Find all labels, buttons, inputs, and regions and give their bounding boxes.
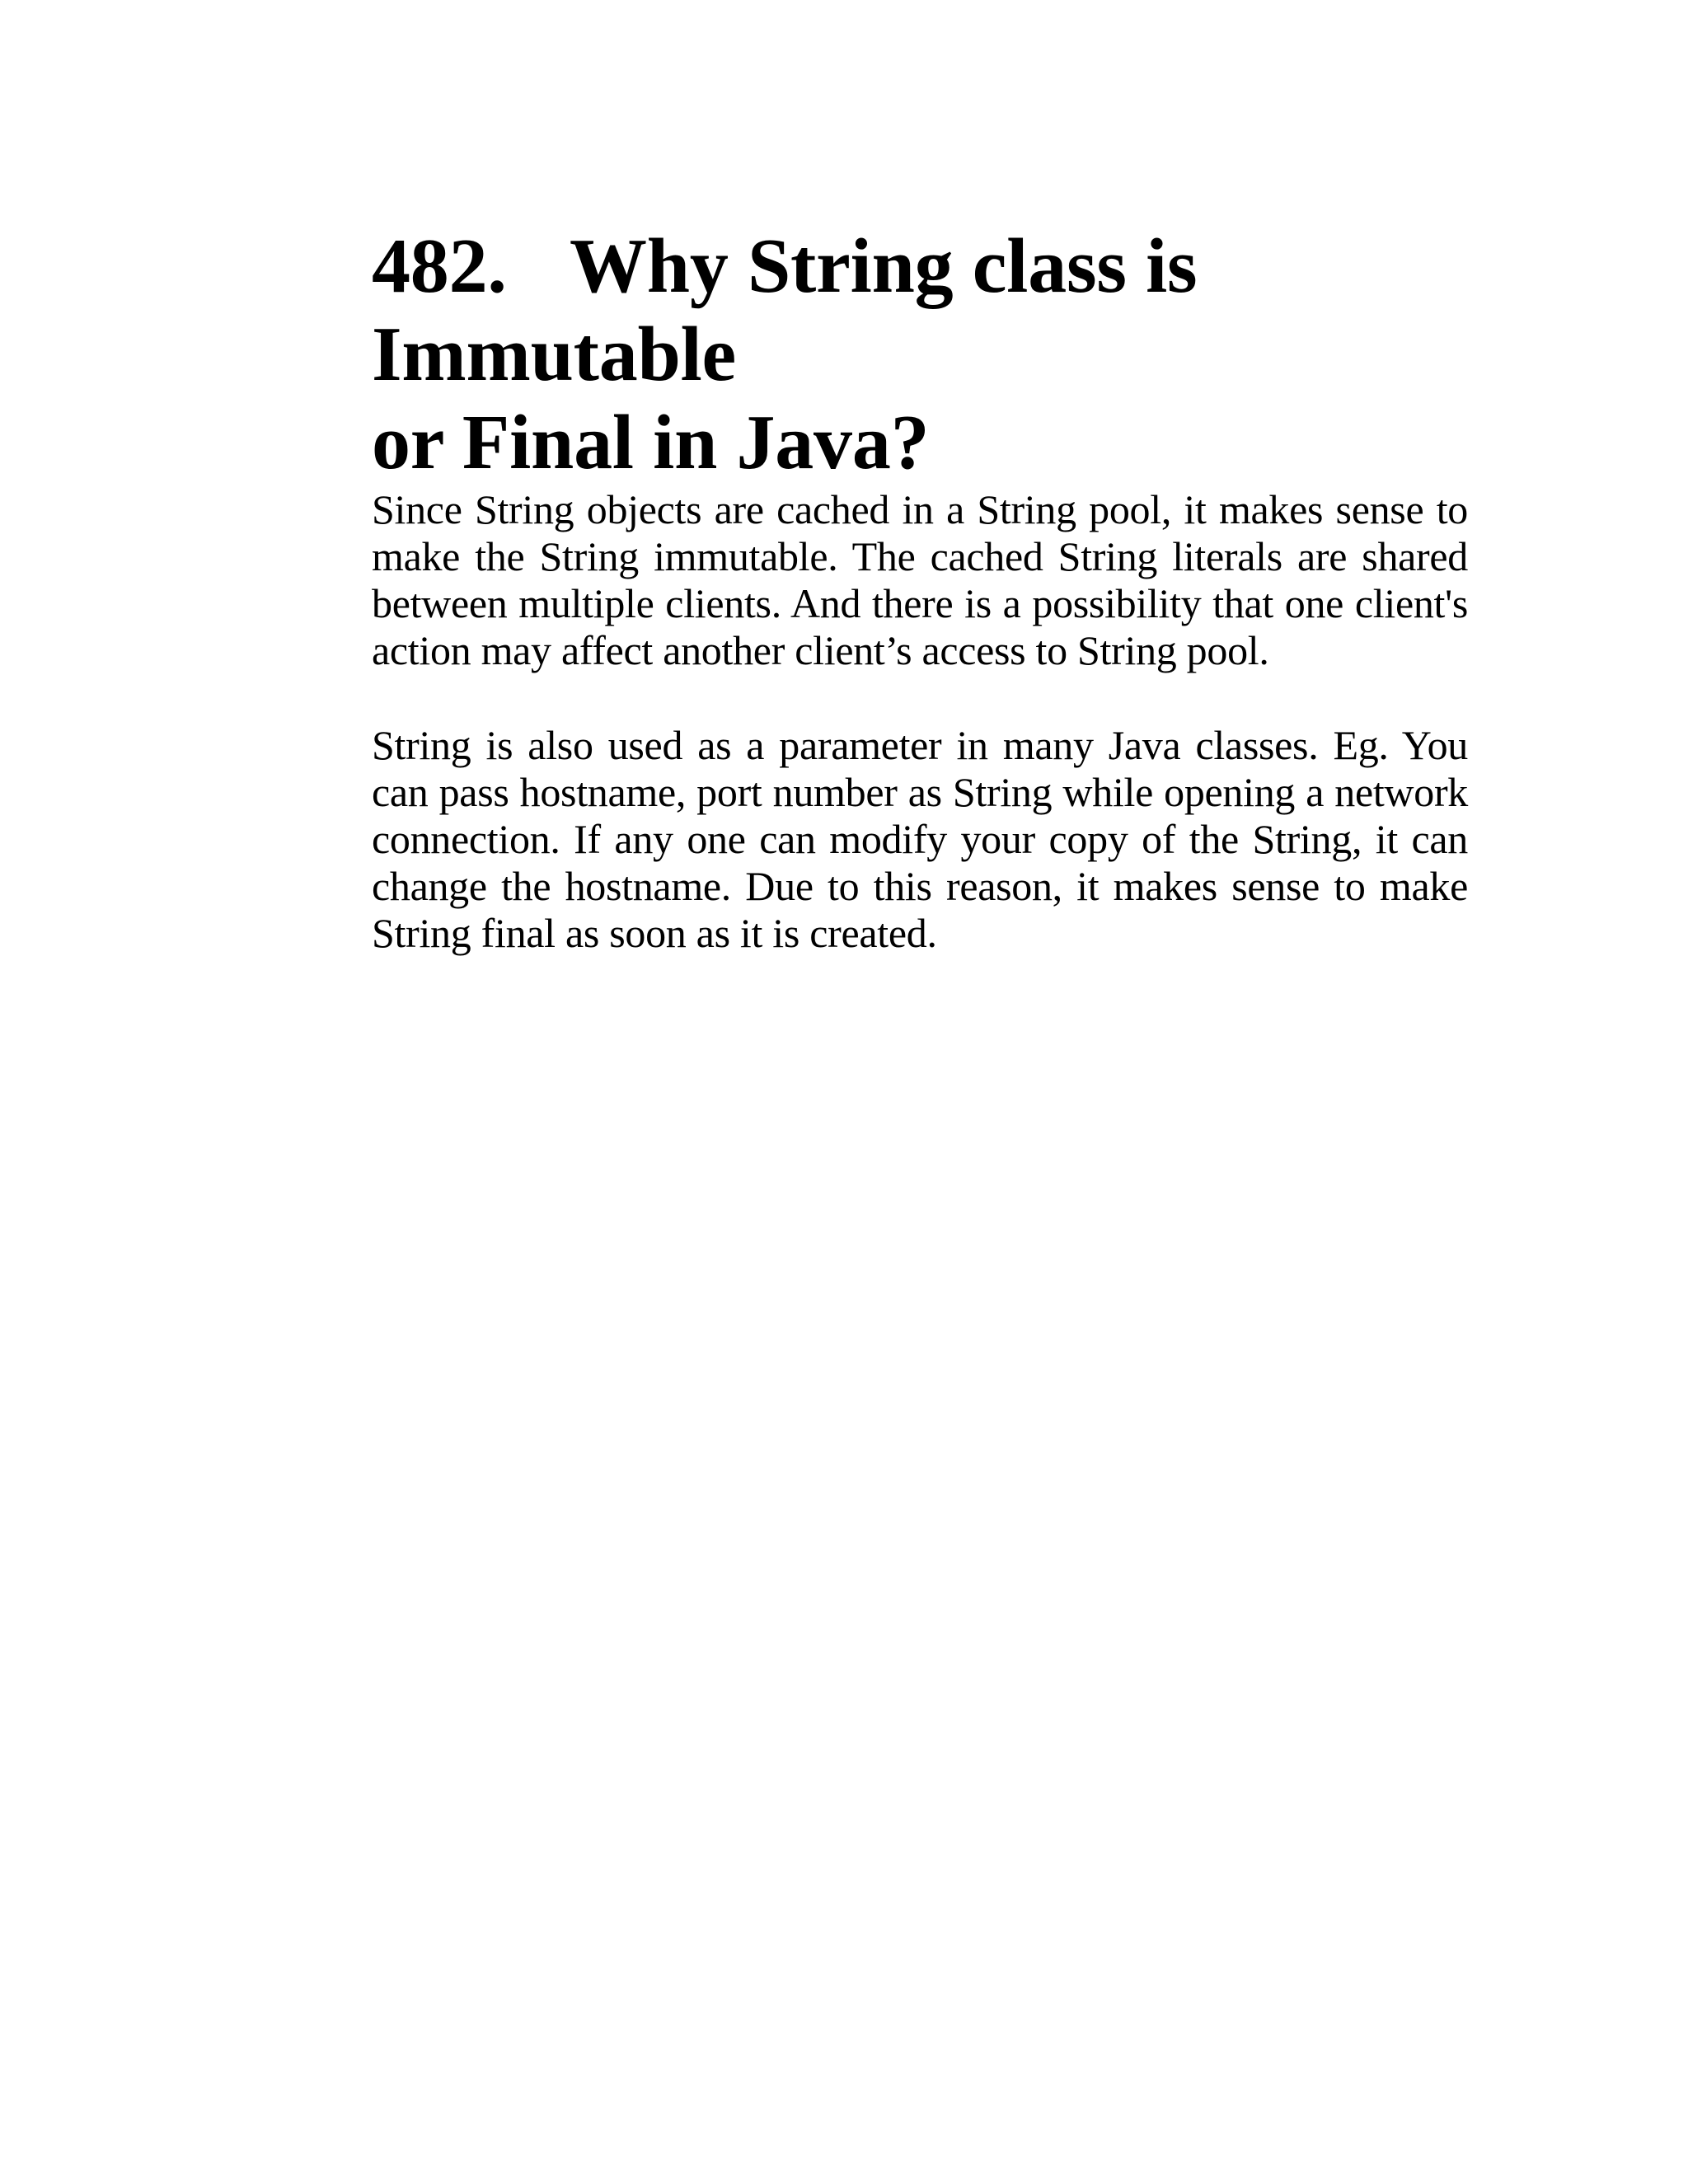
page-content [372,223,1468,956]
question-title-line1: Why String class is Immutable [372,223,1198,397]
answer-paragraph-1: Since String objects are cached in a String pool, it makes sense to make the String immutable. The cached String literals are shared between multiple clients. And there is a possibility that one client's action may affect another client’s access to String pool. [372,486,1468,673]
question-heading [372,223,1468,487]
question-title-line2: or Final in Java? [372,400,930,485]
question-number: 482. [372,223,507,309]
answer-paragraph-2: String is also used as a parameter in many Java classes. Eg. You can pass hostname, port number as String while opening a network connection. If any one can modify your copy of the String, it can change the hostname. Due to this reason, it makes sense to make String final as soon as it is created. [372,722,1468,956]
